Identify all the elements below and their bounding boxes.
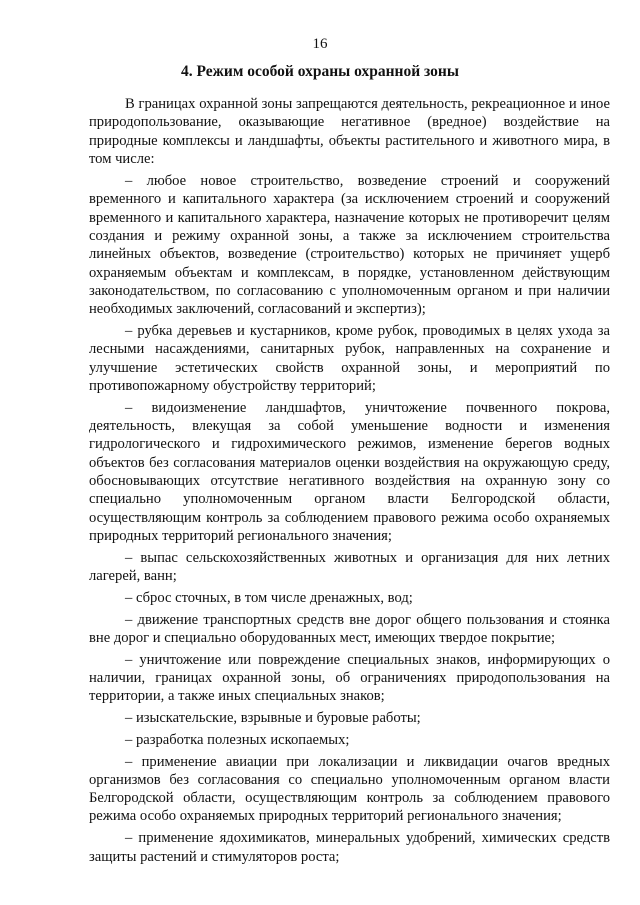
list-item: – применение авиации при локализации и ликвидации очагов вредных организмов без согласования со специально уполномоченным органом власти Белгородской области, осуществляющим контроль за соблюдением правового режима особо охраняемых природных территорий регионального значения;: [89, 753, 610, 825]
list-item: – сброс сточных, в том числе дренажных, вод;: [125, 589, 413, 606]
section-title: 4. Режим особой охраны охранной зоны: [181, 63, 459, 80]
document-body: [89, 95, 610, 869]
page-number: 16: [312, 36, 328, 52]
list-item: – разработка полезных ископаемых;: [125, 731, 350, 748]
list-item: – применение ядохимикатов, минеральных удобрений, химических средств защиты растений и стимуляторов роста;: [89, 830, 610, 865]
intro-paragraph: В границах охранной зоны запрещаются деятельность, рекреационное и иное природопользование, оказывающие негативное (вредное) воздействие на природные комплексы и ландшафты, объекты растительного и животного мира, в том числе:: [89, 96, 610, 167]
list-item: – видоизменение ландшафтов, уничтожение почвенного покрова, деятельность, влекущая за собой уменьшение водности и изменения гидрологического и гидрохимического режимов, изменение берегов водных объектов без согласования материалов оценки воздействия на окружающую среду, обосновывающих отсутствие негативного воздействия на охранную зону со специально уполномоченным органом власти Белгородской области, осуществляющим контроль за соблюдением правового режима особо охраняемых природных территорий регионального значения;: [89, 399, 610, 544]
list-item: – изыскательские, взрывные и буровые работы;: [125, 710, 421, 726]
list-item: – рубка деревьев и кустарников, кроме рубок, проводимых в целях ухода за лесными насаждениями, санитарных рубок, направленных на сохранение и улучшение эстетических свойств охранной зоны, и мероприятий по противопожарному обустройству территорий;: [89, 323, 610, 394]
list-item: – уничтожение или повреждение специальных знаков, информирующих о наличии, границах охранной зоны, об ограничениях природопользования на территории, а также иных специальных знаков;: [89, 651, 610, 705]
list-item: – выпас сельскохозяйственных животных и организация для них летних лагерей, ванн;: [89, 549, 610, 584]
list-item: – любое новое строительство, возведение строений и сооружений временного и капитального характера (за исключением строений и сооружений временного и капитального характера, назначение которых не противоречит целям создания и режиму охранной зоны, а также за исключением строительства линейных объектов, возведение (строительство) которых не причиняет ущерб охраняемым объектам и комплексам, в порядке, установленном действующим законодательством, по согласованию с уполномоченным органом и при наличии необходимых заключений, согласований и экспертиз);: [89, 173, 610, 318]
list-item: – движение транспортных средств вне дорог общего пользования и стоянка вне дорог и специально оборудованных мест, имеющих твердое покрытие;: [89, 611, 610, 646]
